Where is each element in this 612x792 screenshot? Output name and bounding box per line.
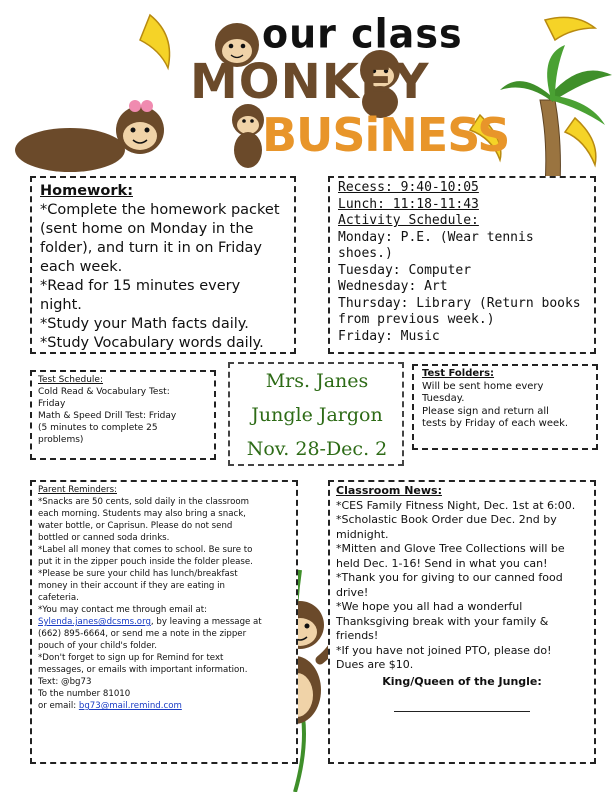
reminder-line: money in their account if they are eating in [38,581,225,591]
lunch-time: Lunch: 11:18-11:43 [338,196,479,212]
reminder-line: put it in the zipper pouch inside the folder please. [38,557,253,567]
reminder-line: cafeteria. [38,593,79,603]
news-line: midnight. [336,527,389,541]
newsletter-title: Jungle Jargon [251,404,383,426]
recess-time: Recess: 9:40-10:05 [338,180,479,195]
test-schedule-heading: Test Schedule: [38,375,103,385]
news-line: Thanksgiving break with your family & [336,614,549,628]
test-folders-heading: Test Folders: [422,368,495,379]
monkey-icon [232,104,264,168]
reminder-email-line [38,616,290,628]
banana-icon [140,15,170,68]
title-business: BUSiNESS [262,108,510,162]
banana-icon [565,118,596,165]
news-line: *We hope you all had a wonderful [336,600,523,613]
test-folders-box [412,364,598,450]
test-line: problems) [38,435,84,445]
homework-line: each week. [40,259,123,275]
reminder-line: *Don't forget to sign up for Remind for text [38,653,224,663]
schedule-box [328,176,596,354]
news-heading: Classroom News: [336,484,442,497]
activity-line: Tuesday: Computer [338,262,472,278]
news-line: *Mitten and Glove Tree Collections will be [336,542,565,555]
homework-line: *Complete the homework packet [40,202,280,218]
banana-icon [545,17,595,40]
test-folders-line: Tuesday. [422,393,465,404]
homework-line: folder), and turn it in on Friday [40,240,263,256]
news-line: friends! [336,629,379,642]
reminder-line: water bottle, or Caprisun. Please do not send [38,521,233,531]
reminder-line: *Please be sure your child has lunch/breakfast [38,569,238,579]
remind-prefix: or email: [38,701,79,711]
reminder-line: Text: @bg73 [38,677,92,687]
test-folders-line: Will be sent home every [422,380,544,392]
teacher-box [228,362,404,466]
activity-line: Wednesday: Art [338,279,448,294]
news-line: *CES Family Fitness Night, Dec. 1st at 6:00. [336,498,576,512]
news-line: drive! [336,585,369,599]
activity-heading: Activity Schedule: [338,213,479,228]
title-monkey: MONKEY [190,54,430,110]
homework-heading: Homework: [40,183,133,199]
test-line: (5 minutes to complete 25 [38,423,158,433]
test-line: Friday [38,399,66,409]
reminder-line: each morning. Students may also bring a snack, [38,509,246,519]
teacher-name: Mrs. Janes [265,370,369,392]
remind-email-link[interactable]: bg73@mail.remind.com [78,701,182,711]
activity-line: Thursday: Library (Return books [338,295,581,311]
activity-line: Monday: P.E. (Wear tennis shoes.) [338,229,534,261]
homework-line: *Study Vocabulary words daily. [40,335,264,351]
test-folders-line: tests by Friday of each week. [422,418,569,429]
homework-line: (sent home on Monday in the [40,221,254,237]
classroom-news-box [328,480,596,764]
homework-line: *Read for 15 minutes every [40,278,241,294]
king-queen-blank [394,711,530,712]
news-line: *Thank you for giving to our canned food [336,571,563,584]
parent-reminders-box [30,480,298,764]
homework-line: *Study your Math facts daily. [40,316,249,332]
newsletter-dates: Nov. 28-Dec. 2 [246,438,388,460]
news-line: Dues are $10. [336,658,414,671]
news-line: *Scholastic Book Order due Dec. 2nd by [336,513,557,526]
reminder-line: messages, or emails with important information. [38,665,248,675]
reminder-line: *You may contact me through email at: [38,605,208,615]
activity-line: from previous week.) [338,312,495,327]
test-folders-line: Please sign and return all [422,405,549,417]
reminder-line: *Snacks are 50 cents, sold daily in the classroom [38,497,250,507]
news-line: *If you have not joined PTO, please do! [336,643,552,657]
email-after-text: , by leaving a message at [150,617,262,627]
monkey-icon [15,100,164,172]
king-queen-heading: King/Queen of the Jungle: [382,674,542,688]
reminder-line: pouch of your child's folder. [38,641,157,651]
news-line: held Dec. 1-16! Send in what you can! [336,556,548,570]
test-schedule-box [30,370,216,460]
reminder-line: (662) 895-6664, or send me a note in the zipper [38,629,247,639]
teacher-email-link[interactable]: Sylenda.janes@dcsms.org [38,617,151,627]
reminder-line: bottled or canned soda drinks. [38,533,170,543]
homework-box [30,176,296,354]
test-line: Math & Speed Drill Test: Friday [38,411,177,421]
activity-line: Friday: Music [338,328,440,344]
test-line: Cold Read & Vocabulary Test: [38,387,170,397]
reminder-line: *Label all money that comes to school. Be sure to [38,545,253,555]
reminder-line: To the number 81010 [38,689,131,699]
homework-line: night. [40,297,82,313]
title-our-class: our class [262,10,463,58]
remind-email-line [38,700,290,712]
reminders-heading: Parent Reminders: [38,485,117,495]
